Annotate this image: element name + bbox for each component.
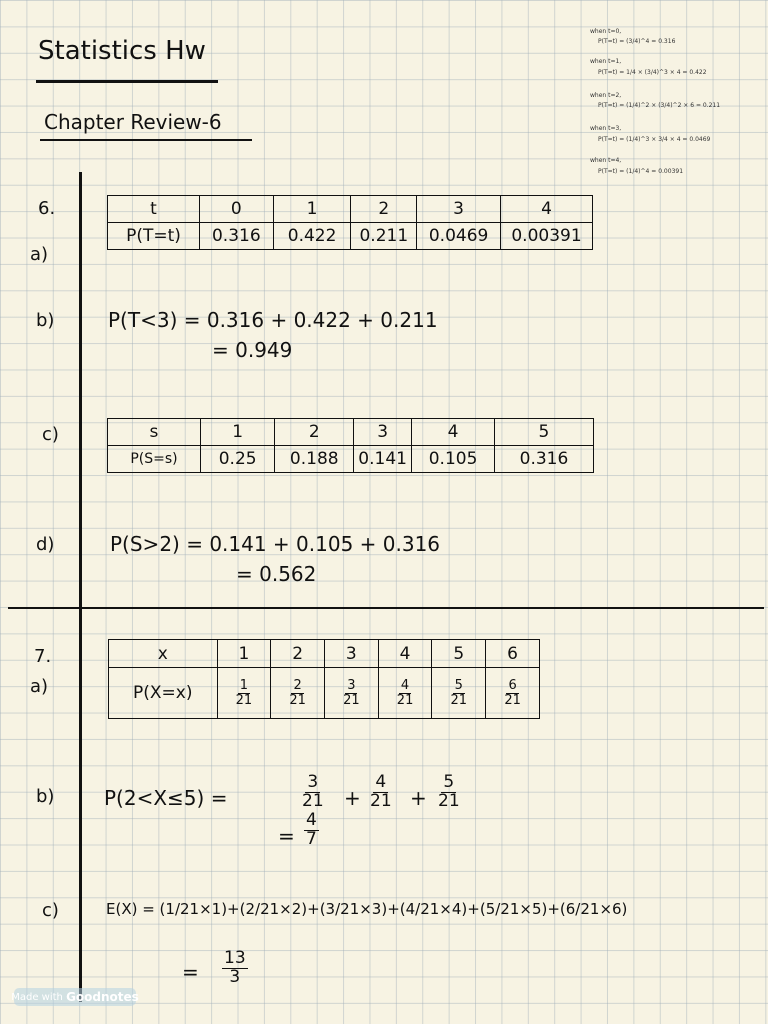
fraction xyxy=(222,950,248,987)
numerator: 2 xyxy=(293,677,302,693)
equals-sign: = xyxy=(182,960,199,984)
equation-result: = 0.949 xyxy=(212,338,293,362)
denominator: 21 xyxy=(370,790,392,811)
table-cell: 0 xyxy=(199,196,273,223)
table-row xyxy=(108,223,593,250)
denominator: 21 xyxy=(450,692,468,708)
table-cell: 2 xyxy=(351,196,417,223)
table-row xyxy=(108,446,594,473)
table-cell xyxy=(486,668,540,719)
table-cell: 0.422 xyxy=(273,223,351,250)
side-note-when: when t=3, xyxy=(590,125,622,132)
subtitle-underline xyxy=(40,139,252,141)
page-subtitle: Chapter Review-6 xyxy=(44,110,222,134)
denominator: 21 xyxy=(438,790,460,811)
fraction xyxy=(341,679,362,707)
numerator: 3 xyxy=(347,677,356,693)
side-note-when: when t=2, xyxy=(590,92,622,99)
table-cell: 1 xyxy=(200,419,275,446)
table-cell: 0.188 xyxy=(275,446,354,473)
fraction xyxy=(287,679,308,707)
fraction xyxy=(234,679,255,707)
badge-prefix: Made with xyxy=(11,991,63,1003)
fraction xyxy=(304,812,319,849)
table-cell xyxy=(324,668,378,719)
table-cell: 0.0469 xyxy=(417,223,501,250)
denominator: 7 xyxy=(306,828,317,849)
side-note-calc: P(T=t) = 1/4 × (3/4)^3 × 4 = 0.422 xyxy=(598,69,707,76)
table-cell xyxy=(432,668,486,719)
probability-table-s xyxy=(107,418,594,473)
equation-line: E(X) = (1/21×1)+(2/21×2)+(3/21×3)+(4/21×4)+(5/21×5)+(6/21×6) xyxy=(106,900,628,918)
plus-sign: + xyxy=(410,786,427,810)
numerator: 1 xyxy=(239,677,248,693)
numerator: 4 xyxy=(400,677,410,693)
denominator: 3 xyxy=(229,966,241,987)
part-label: c) xyxy=(42,900,59,921)
table-header-row xyxy=(108,419,594,446)
fraction xyxy=(300,774,326,811)
table-cell: 4 xyxy=(412,419,495,446)
question-number: 6. xyxy=(38,198,56,219)
equation-line: P(S>2) = 0.141 + 0.105 + 0.316 xyxy=(110,532,441,556)
table-cell: 0.141 xyxy=(354,446,412,473)
table-header-row xyxy=(108,196,593,223)
margin-line xyxy=(79,172,82,1002)
part-label: b) xyxy=(36,310,55,331)
equation-result: = 0.562 xyxy=(236,562,317,586)
numerator: 5 xyxy=(454,677,463,693)
table-cell: 3 xyxy=(354,419,412,446)
table-cell: 2 xyxy=(271,640,325,668)
table-cell: 2 xyxy=(275,419,354,446)
table-cell: 0.316 xyxy=(494,446,593,473)
question-number: 7. xyxy=(34,646,52,667)
fraction xyxy=(395,679,416,707)
goodnotes-badge xyxy=(11,988,139,1006)
denominator: 21 xyxy=(396,692,414,708)
side-note-when: when t=1, xyxy=(590,58,622,65)
fraction xyxy=(368,774,394,811)
table-cell: 5 xyxy=(494,419,593,446)
numerator: 5 xyxy=(443,772,455,792)
table-cell: 3 xyxy=(324,640,378,668)
table-cell: x xyxy=(109,640,218,668)
table-cell: 1 xyxy=(217,640,271,668)
table-cell: 6 xyxy=(486,640,540,668)
table-cell: 3 xyxy=(417,196,501,223)
equation-lhs: P(2<X≤5) = xyxy=(104,786,228,810)
denominator: 21 xyxy=(504,692,521,708)
plus-sign: + xyxy=(344,786,361,810)
page-title: Statistics Hw xyxy=(38,36,206,66)
table-cell xyxy=(271,668,325,719)
part-label: c) xyxy=(42,424,59,445)
part-label: b) xyxy=(36,786,55,807)
table-cell: 0.25 xyxy=(200,446,275,473)
table-cell: 5 xyxy=(432,640,486,668)
side-note-calc: P(T=t) = (1/4)^3 × 3/4 × 4 = 0.0469 xyxy=(598,136,711,143)
numerator: 4 xyxy=(306,810,317,830)
table-cell: 4 xyxy=(501,196,593,223)
table-cell: 1 xyxy=(273,196,351,223)
table-cell: 0.316 xyxy=(199,223,273,250)
table-cell: 0.211 xyxy=(351,223,417,250)
table-cell: 4 xyxy=(378,640,432,668)
numerator: 4 xyxy=(375,772,387,792)
side-note-when: when t=4, xyxy=(590,157,622,164)
table-cell: s xyxy=(108,419,201,446)
badge-brand: Goodnotes xyxy=(66,990,139,1004)
probability-table-t xyxy=(107,195,593,250)
denominator: 21 xyxy=(235,692,253,708)
part-label: a) xyxy=(30,244,49,265)
table-cell xyxy=(378,668,432,719)
fraction xyxy=(502,679,523,707)
equals-sign: = xyxy=(278,824,295,848)
numerator: 13 xyxy=(224,948,246,968)
side-note-calc: P(T=t) = (1/4)^2 × (3/4)^2 × 6 = 0.211 xyxy=(598,102,721,109)
table-cell: 0.105 xyxy=(412,446,495,473)
title-underline xyxy=(36,80,218,83)
fraction xyxy=(436,774,462,811)
denominator: 21 xyxy=(289,692,306,708)
equation-line: P(T<3) = 0.316 + 0.422 + 0.211 xyxy=(108,308,438,332)
denominator: 21 xyxy=(302,790,324,811)
table-cell: 0.00391 xyxy=(501,223,593,250)
table-row xyxy=(109,668,540,719)
table-cell: P(X=x) xyxy=(109,668,218,719)
table-header-row xyxy=(109,640,540,668)
table-cell: P(T=t) xyxy=(108,223,200,250)
table-cell: P(S=s) xyxy=(108,446,201,473)
fraction xyxy=(449,679,470,707)
probability-table-x xyxy=(108,639,540,719)
table-cell xyxy=(217,668,271,719)
section-divider xyxy=(8,607,764,609)
side-note-calc: P(T=t) = (1/4)^4 = 0.00391 xyxy=(598,168,684,175)
part-label: a) xyxy=(30,676,49,697)
side-note-calc: P(T=t) = (3/4)^4 = 0.316 xyxy=(598,38,676,45)
denominator: 21 xyxy=(343,692,360,708)
part-label: d) xyxy=(36,534,55,555)
table-cell: t xyxy=(108,196,200,223)
side-note-when: when t=0, xyxy=(590,28,622,35)
numerator: 3 xyxy=(307,772,319,792)
numerator: 6 xyxy=(508,677,517,693)
